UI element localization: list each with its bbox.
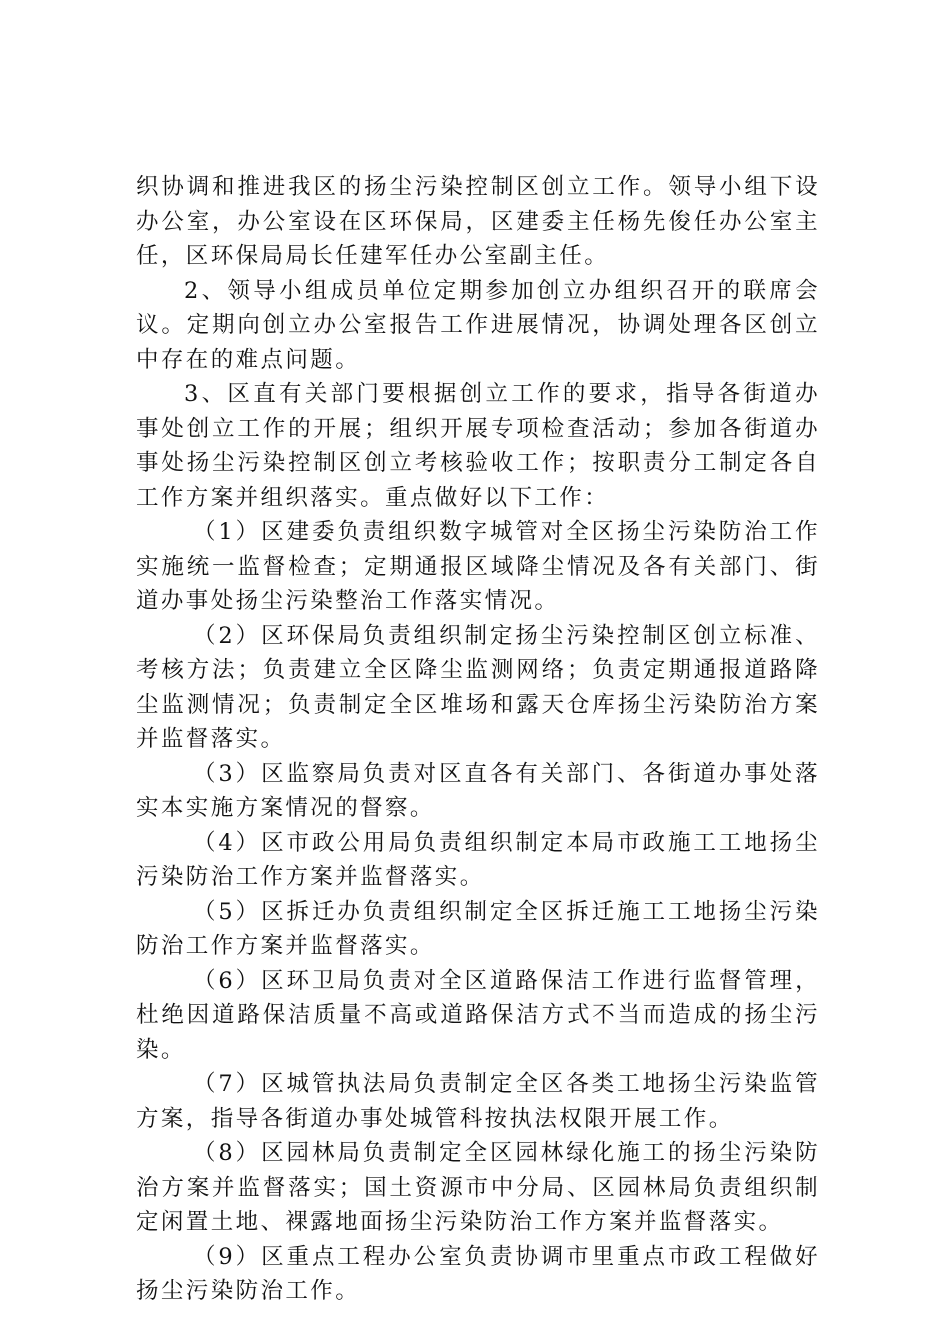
paragraph-subitem-8: （8）区园林局负责制定全区园林绿化施工的扬尘污染防治方案并监督落实；国土资源市中分局、区园林局负责组织制定闲置土地、裸露地面扬尘污染防治工作方案并监督落实。 [136, 1140, 820, 1235]
paragraph-leadership-office: 织协调和推进我区的扬尘污染控制区创立工作。领导小组下设办公室，办公室设在区环保局，区建委主任杨先俊任办公室主任，区环保局局长任建军任办公室副主任。 [136, 174, 820, 269]
paragraph-subitem-2: （2）区环保局负责组织制定扬尘污染控制区创立标准、考核方法；负责建立全区降尘监测网络；负责定期通报道路降尘监测情况；负责制定全区堆场和露天仓库扬尘污染防治方案并监督落实。 [136, 622, 820, 752]
paragraph-subitem-7: （7）区城管执法局负责制定全区各类工地扬尘污染监管方案，指导各街道办事处城管科按执法权限开展工作。 [136, 1071, 820, 1132]
paragraph-subitem-4: （4）区市政公用局负责组织制定本局市政施工工地扬尘污染防治工作方案并监督落实。 [136, 829, 820, 890]
document-body [136, 170, 820, 1309]
paragraph-item-2-joint-meeting: 2、领导小组成员单位定期参加创立办组织召开的联席会议。定期向创立办公室报告工作进展情况，协调处理各区创立中存在的难点问题。 [136, 277, 820, 373]
paragraph-item-3-department-duties: 3、区直有关部门要根据创立工作的要求，指导各街道办事处创立工作的开展；组织开展专项检查活动；参加各街道办事处扬尘污染控制区创立考核验收工作；按职责分工制定各自工作方案并组织落实。重点做好以下工作： [136, 381, 820, 511]
paragraph-subitem-9: （9）区重点工程办公室负责协调市里重点市政工程做好扬尘污染防治工作。 [136, 1243, 820, 1304]
paragraph-subitem-5: （5）区拆迁办负责组织制定全区拆迁施工工地扬尘污染防治工作方案并监督落实。 [136, 898, 820, 959]
paragraph-subitem-6: （6）区环卫局负责对全区道路保洁工作进行监督管理，杜绝因道路保洁质量不高或道路保洁方式不当而造成的扬尘污染。 [136, 967, 820, 1063]
paragraph-subitem-3: （3）区监察局负责对区直各有关部门、各街道办事处落实本实施方案情况的督察。 [136, 760, 820, 821]
paragraph-subitem-1: （1）区建委负责组织数字城管对全区扬尘污染防治工作实施统一监督检查；定期通报区域降尘情况及各有关部门、街道办事处扬尘污染整治工作落实情况。 [136, 519, 820, 614]
